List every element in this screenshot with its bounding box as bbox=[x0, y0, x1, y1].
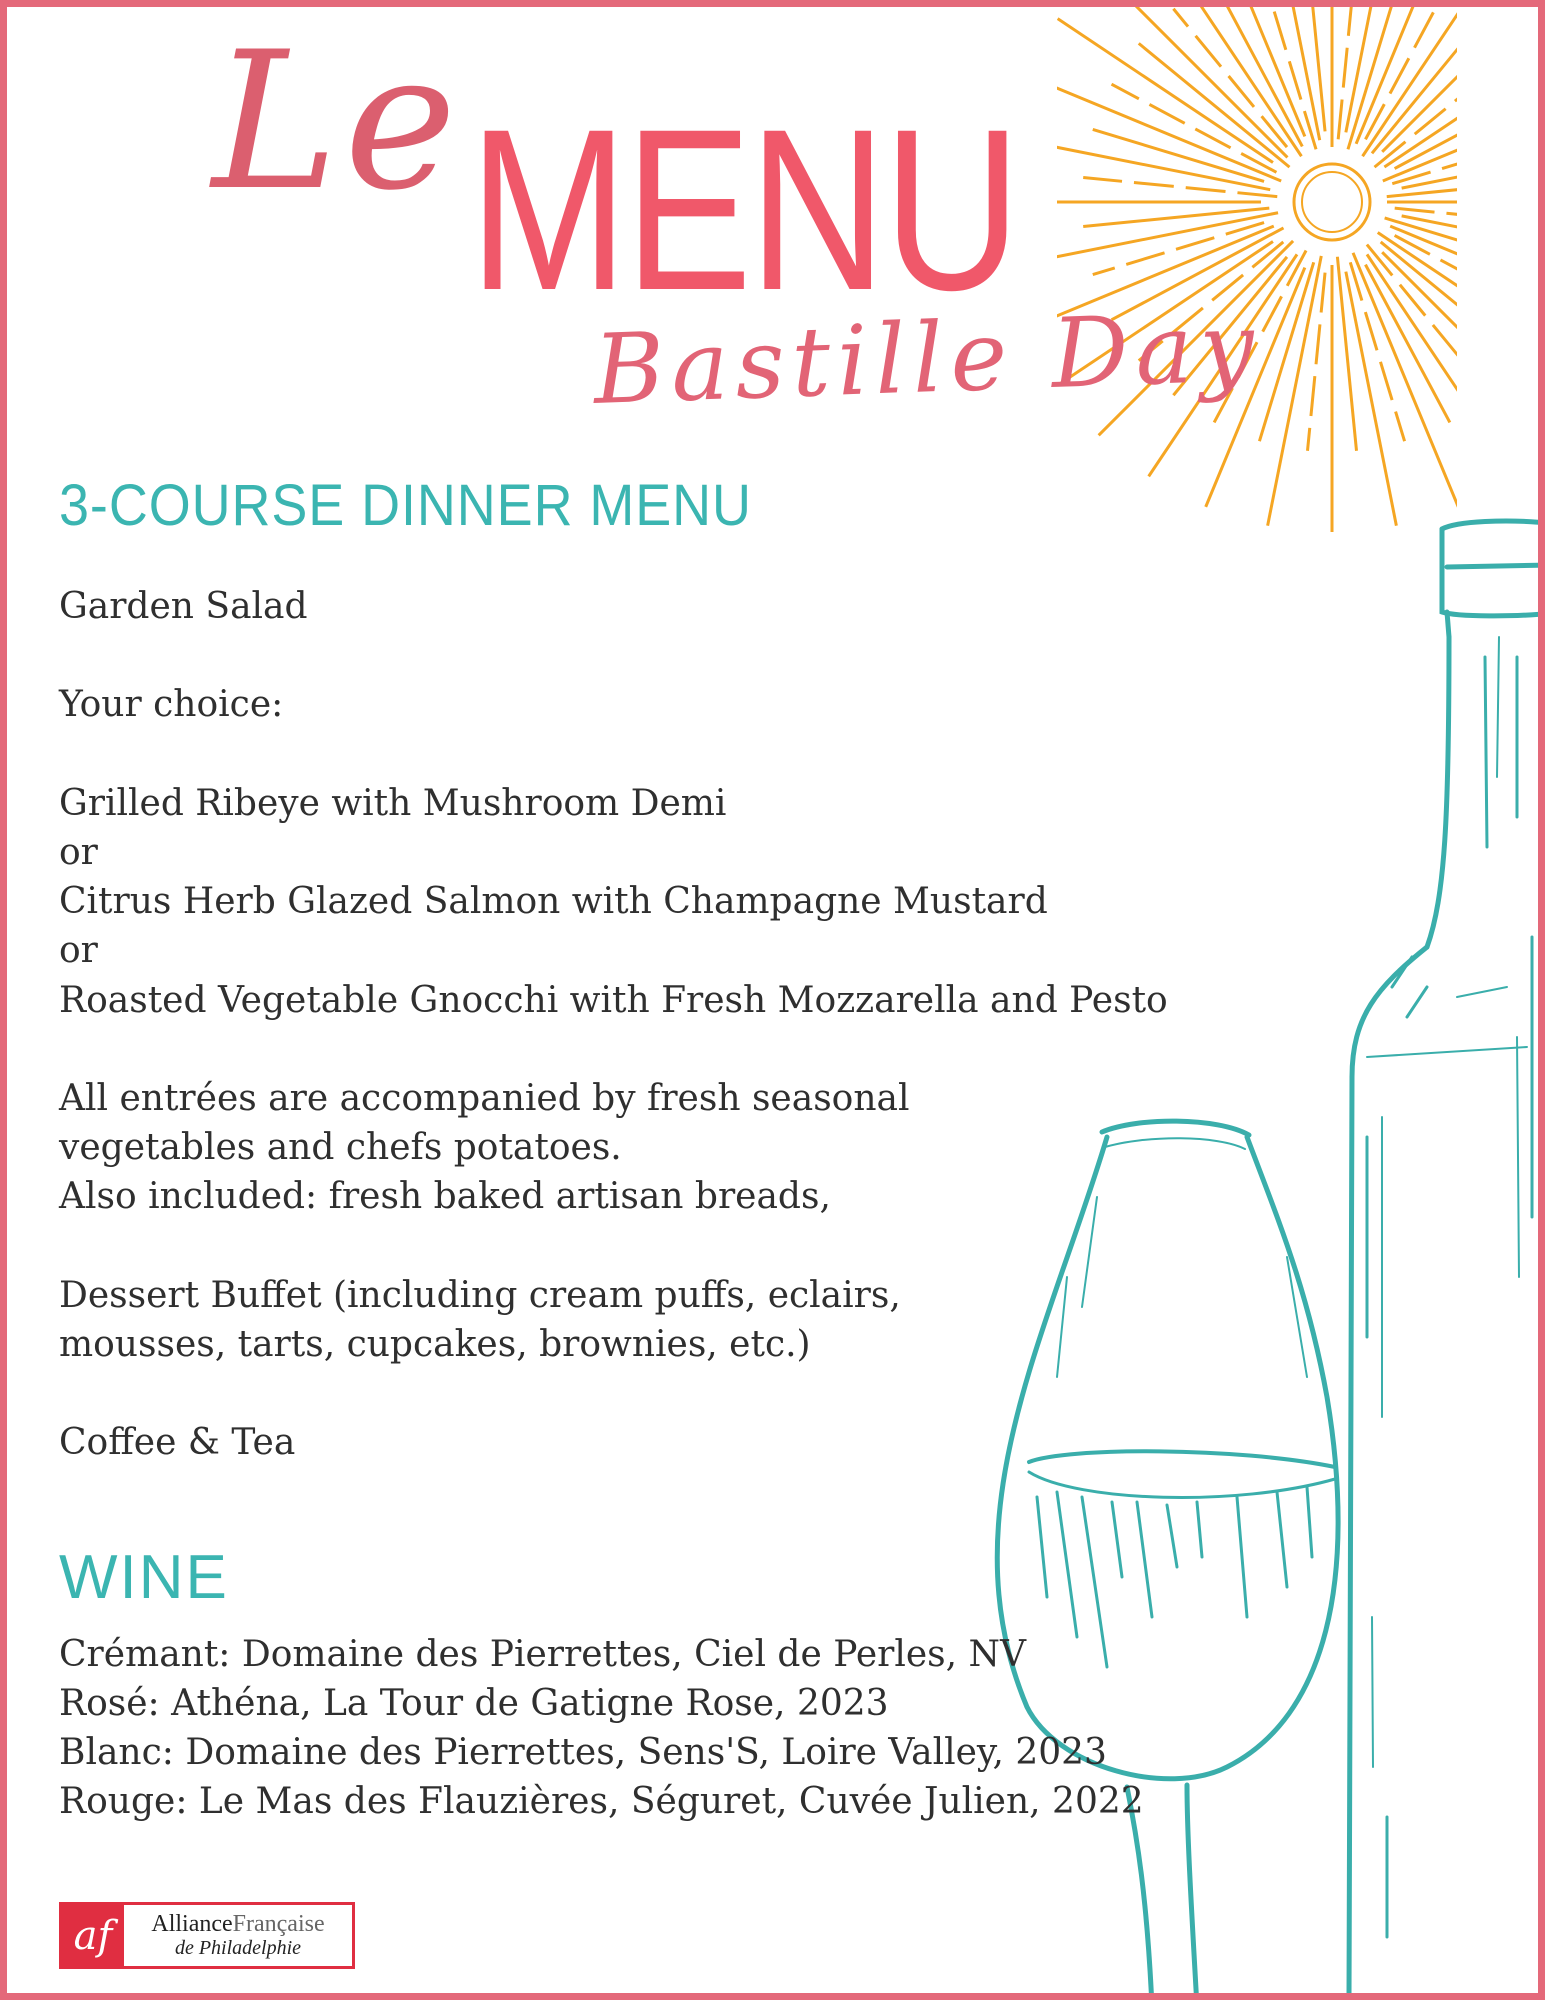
sun-ray bbox=[1307, 7, 1325, 131]
wine-line: Rosé: Athéna, La Tour de Gatigne Rose, 2023 bbox=[59, 1683, 889, 1724]
sun-ray bbox=[1363, 7, 1457, 156]
logo-text bbox=[124, 1905, 352, 1966]
logo-mark: af bbox=[62, 1905, 124, 1966]
wine-list bbox=[59, 1630, 1259, 1826]
menu-line: All entrées are accompanied by fresh seasonal bbox=[59, 1077, 910, 1119]
sun-ray bbox=[1214, 7, 1302, 146]
logo-line-1 bbox=[151, 1912, 324, 1937]
sun-illustration-icon bbox=[1057, 7, 1457, 547]
wine-heading: WINE bbox=[59, 1543, 229, 1612]
wine-line: Rouge: Le Mas des Flauzières, Séguret, Cuvée Julien, 2022 bbox=[59, 1781, 1144, 1822]
menu-line: Your choice: bbox=[59, 684, 284, 726]
sun-ray bbox=[1337, 257, 1356, 451]
page-subtitle: Bastille Day bbox=[591, 290, 1263, 426]
menu-line: mousses, tarts, cupcakes, brownies, etc.) bbox=[59, 1323, 811, 1365]
menu-spacer bbox=[59, 1221, 1259, 1270]
menu-spacer bbox=[59, 1025, 1259, 1074]
sun-ray bbox=[1173, 9, 1287, 147]
menu-line: Coffee & Tea bbox=[59, 1422, 296, 1464]
logo-word-francaise: Française bbox=[232, 1911, 325, 1938]
dinner-menu-list bbox=[59, 582, 1259, 1467]
menu-line: vegetables and chefs potatoes. bbox=[59, 1127, 622, 1169]
menu-line: Also included: fresh baked artisan breads, bbox=[59, 1176, 831, 1218]
menu-spacer bbox=[59, 631, 1259, 680]
sun-ray bbox=[1083, 177, 1277, 196]
page-title: MENU bbox=[469, 81, 1018, 338]
menu-line: or bbox=[59, 930, 98, 972]
sun-ray bbox=[1307, 273, 1325, 451]
alliance-francaise-logo bbox=[59, 1902, 355, 1969]
sun-ray bbox=[1083, 208, 1269, 226]
logo-line-2: de Philadelphie bbox=[174, 1936, 302, 1959]
wine-line: Blanc: Domaine des Pierrettes, Sens'S, Loire Valley, 2023 bbox=[59, 1732, 1107, 1773]
menu-line: Grilled Ribeye with Mushroom Demi bbox=[59, 782, 727, 824]
dinner-menu-heading: 3-COURSE DINNER MENU bbox=[59, 473, 752, 538]
menu-line: Citrus Herb Glazed Salmon with Champagne Mustard bbox=[59, 881, 1048, 923]
sun-ray bbox=[1206, 7, 1305, 136]
wine-line: Crémant: Domaine des Pierrettes, Ciel de Perles, NV bbox=[59, 1634, 1027, 1675]
title-script-le: Le bbox=[212, 11, 463, 232]
menu-spacer bbox=[59, 1369, 1259, 1418]
menu-line: or bbox=[59, 831, 98, 873]
logo-word-alliance: Alliance bbox=[151, 1911, 233, 1938]
menu-spacer bbox=[59, 730, 1259, 779]
sun-ray bbox=[1259, 262, 1313, 441]
menu-line: Garden Salad bbox=[59, 586, 308, 627]
menu-line: Roasted Vegetable Gnocchi with Fresh Mozzarella and Pesto bbox=[59, 979, 1168, 1021]
menu-line: Dessert Buffet (including cream puffs, eclairs, bbox=[59, 1274, 901, 1316]
